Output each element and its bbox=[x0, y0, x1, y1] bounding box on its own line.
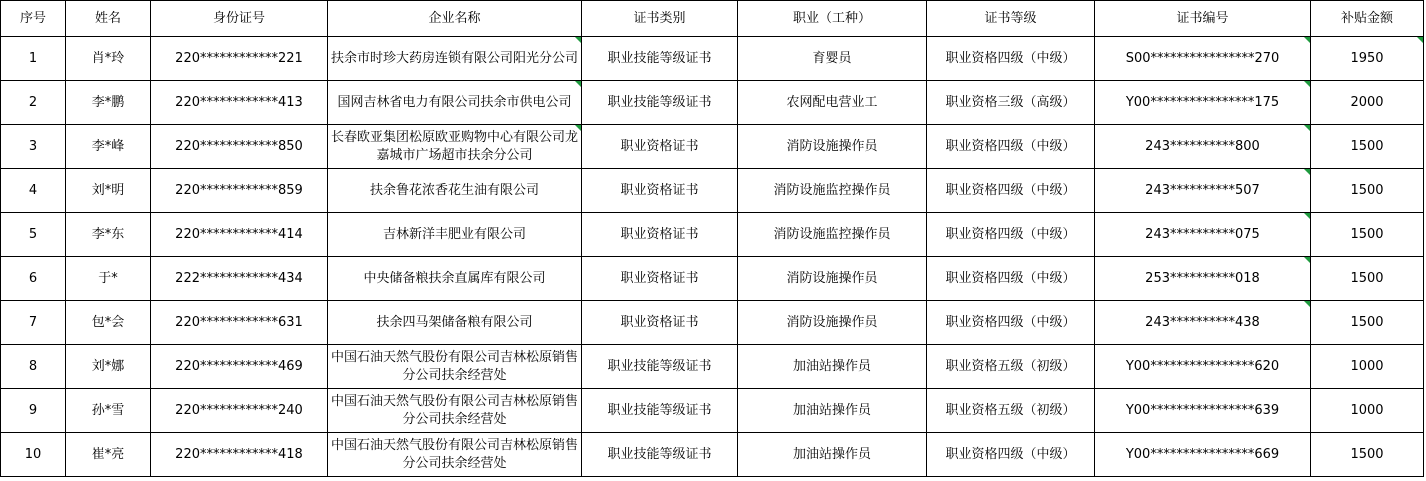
cell-subsidy: 2000 bbox=[1311, 81, 1424, 125]
cell-id-number: 220************414 bbox=[151, 213, 328, 257]
cell-seq: 4 bbox=[1, 169, 66, 213]
cell-subsidy: 1500 bbox=[1311, 213, 1424, 257]
header-company: 企业名称 bbox=[328, 1, 582, 37]
cell-company: 中国石油天然气股份有限公司吉林松原销售分公司扶余经营处 bbox=[328, 345, 582, 389]
cell-id-number: 220************859 bbox=[151, 169, 328, 213]
cell-id-number: 220************631 bbox=[151, 301, 328, 345]
cell-seq: 1 bbox=[1, 37, 66, 81]
cell-cert-level: 职业资格四级（中级） bbox=[927, 301, 1095, 345]
cell-seq: 9 bbox=[1, 389, 66, 433]
cell-cert-type: 职业资格证书 bbox=[582, 257, 738, 301]
cell-cert-no: 253**********018 bbox=[1095, 257, 1311, 301]
cell-company: 扶余鲁花浓香花生油有限公司 bbox=[328, 169, 582, 213]
cell-name: 包*会 bbox=[66, 301, 151, 345]
header-cert-type: 证书类别 bbox=[582, 1, 738, 37]
cell-cert-no: 243**********800 bbox=[1095, 125, 1311, 169]
cell-id-number: 220************240 bbox=[151, 389, 328, 433]
cell-cert-level: 职业资格四级（中级） bbox=[927, 213, 1095, 257]
cell-id-number: 220************221 bbox=[151, 37, 328, 81]
cell-occupation: 消防设施操作员 bbox=[738, 257, 927, 301]
cell-name: 李*峰 bbox=[66, 125, 151, 169]
cell-subsidy: 1500 bbox=[1311, 169, 1424, 213]
cell-cert-no: 243**********438 bbox=[1095, 301, 1311, 345]
cell-id-number: 220************469 bbox=[151, 345, 328, 389]
cell-cert-level: 职业资格五级（初级） bbox=[927, 389, 1095, 433]
header-name: 姓名 bbox=[66, 1, 151, 37]
cell-subsidy: 1000 bbox=[1311, 345, 1424, 389]
cell-id-number: 222************434 bbox=[151, 257, 328, 301]
header-cert-level: 证书等级 bbox=[927, 1, 1095, 37]
cell-cert-type: 职业技能等级证书 bbox=[582, 345, 738, 389]
cell-company: 国网吉林省电力有限公司扶余市供电公司 bbox=[328, 81, 582, 125]
header-occupation: 职业（工种） bbox=[738, 1, 927, 37]
cell-cert-type: 职业技能等级证书 bbox=[582, 433, 738, 477]
cell-name: 刘*娜 bbox=[66, 345, 151, 389]
cell-cert-level: 职业资格四级（中级） bbox=[927, 125, 1095, 169]
cell-occupation: 农网配电营业工 bbox=[738, 81, 927, 125]
cell-cert-no: S00****************270 bbox=[1095, 37, 1311, 81]
cell-name: 肖*玲 bbox=[66, 37, 151, 81]
table-row bbox=[1, 345, 1424, 389]
cell-id-number: 220************413 bbox=[151, 81, 328, 125]
cell-company: 中国石油天然气股份有限公司吉林松原销售分公司扶余经营处 bbox=[328, 433, 582, 477]
cell-occupation: 消防设施监控操作员 bbox=[738, 213, 927, 257]
cell-occupation: 加油站操作员 bbox=[738, 433, 927, 477]
cell-cert-type: 职业资格证书 bbox=[582, 169, 738, 213]
cell-occupation: 加油站操作员 bbox=[738, 389, 927, 433]
cell-seq: 8 bbox=[1, 345, 66, 389]
cell-subsidy: 1500 bbox=[1311, 433, 1424, 477]
cell-cert-level: 职业资格五级（初级） bbox=[927, 345, 1095, 389]
cell-occupation: 消防设施监控操作员 bbox=[738, 169, 927, 213]
cell-seq: 10 bbox=[1, 433, 66, 477]
cell-id-number: 220************850 bbox=[151, 125, 328, 169]
cell-cert-no: Y00****************175 bbox=[1095, 81, 1311, 125]
cell-occupation: 消防设施操作员 bbox=[738, 301, 927, 345]
table-row bbox=[1, 301, 1424, 345]
cell-name: 孙*雪 bbox=[66, 389, 151, 433]
table-row bbox=[1, 213, 1424, 257]
cell-company: 长春欧亚集团松原欧亚购物中心有限公司龙嘉城市广场超市扶余分公司 bbox=[328, 125, 582, 169]
cell-company: 中央储备粮扶余直属库有限公司 bbox=[328, 257, 582, 301]
cell-company: 中国石油天然气股份有限公司吉林松原销售分公司扶余经营处 bbox=[328, 389, 582, 433]
cell-company: 扶余四马架储备粮有限公司 bbox=[328, 301, 582, 345]
cell-cert-level: 职业资格三级（高级） bbox=[927, 81, 1095, 125]
cell-cert-no: 243**********507 bbox=[1095, 169, 1311, 213]
table-row bbox=[1, 125, 1424, 169]
cell-cert-type: 职业技能等级证书 bbox=[582, 389, 738, 433]
cell-seq: 6 bbox=[1, 257, 66, 301]
cell-occupation: 消防设施操作员 bbox=[738, 125, 927, 169]
cell-cert-level: 职业资格四级（中级） bbox=[927, 37, 1095, 81]
cell-cert-type: 职业资格证书 bbox=[582, 213, 738, 257]
table-row bbox=[1, 257, 1424, 301]
cell-cert-no: Y00****************620 bbox=[1095, 345, 1311, 389]
cell-seq: 7 bbox=[1, 301, 66, 345]
cell-cert-level: 职业资格四级（中级） bbox=[927, 169, 1095, 213]
cell-cert-no: 243**********075 bbox=[1095, 213, 1311, 257]
cell-cert-no: Y00****************639 bbox=[1095, 389, 1311, 433]
cell-name: 李*鹏 bbox=[66, 81, 151, 125]
header-cert-number: 证书编号 bbox=[1095, 1, 1311, 37]
table-row bbox=[1, 81, 1424, 125]
cell-name: 刘*明 bbox=[66, 169, 151, 213]
cell-subsidy: 1950 bbox=[1311, 37, 1424, 81]
cell-name: 李*东 bbox=[66, 213, 151, 257]
table-row bbox=[1, 169, 1424, 213]
cell-cert-level: 职业资格四级（中级） bbox=[927, 257, 1095, 301]
cell-cert-type: 职业技能等级证书 bbox=[582, 37, 738, 81]
cell-occupation: 加油站操作员 bbox=[738, 345, 927, 389]
header-row bbox=[1, 1, 1424, 37]
cell-occupation: 育婴员 bbox=[738, 37, 927, 81]
cell-subsidy: 1500 bbox=[1311, 125, 1424, 169]
cell-subsidy: 1000 bbox=[1311, 389, 1424, 433]
cell-company: 扶余市时珍大药房连锁有限公司阳光分公司 bbox=[328, 37, 582, 81]
cell-seq: 5 bbox=[1, 213, 66, 257]
table-row bbox=[1, 433, 1424, 477]
cell-subsidy: 1500 bbox=[1311, 257, 1424, 301]
cell-cert-type: 职业技能等级证书 bbox=[582, 81, 738, 125]
cell-name: 于* bbox=[66, 257, 151, 301]
cell-seq: 3 bbox=[1, 125, 66, 169]
table-row bbox=[1, 37, 1424, 81]
header-subsidy: 补贴金额 bbox=[1311, 1, 1424, 37]
cell-subsidy: 1500 bbox=[1311, 301, 1424, 345]
cell-company: 吉林新洋丰肥业有限公司 bbox=[328, 213, 582, 257]
cell-cert-type: 职业资格证书 bbox=[582, 125, 738, 169]
cell-cert-level: 职业资格四级（中级） bbox=[927, 433, 1095, 477]
header-seq: 序号 bbox=[1, 1, 66, 37]
header-id-number: 身份证号 bbox=[151, 1, 328, 37]
cell-seq: 2 bbox=[1, 81, 66, 125]
table-row bbox=[1, 389, 1424, 433]
cell-cert-no: Y00****************669 bbox=[1095, 433, 1311, 477]
cell-cert-type: 职业资格证书 bbox=[582, 301, 738, 345]
cell-id-number: 220************418 bbox=[151, 433, 328, 477]
cell-name: 崔*亮 bbox=[66, 433, 151, 477]
